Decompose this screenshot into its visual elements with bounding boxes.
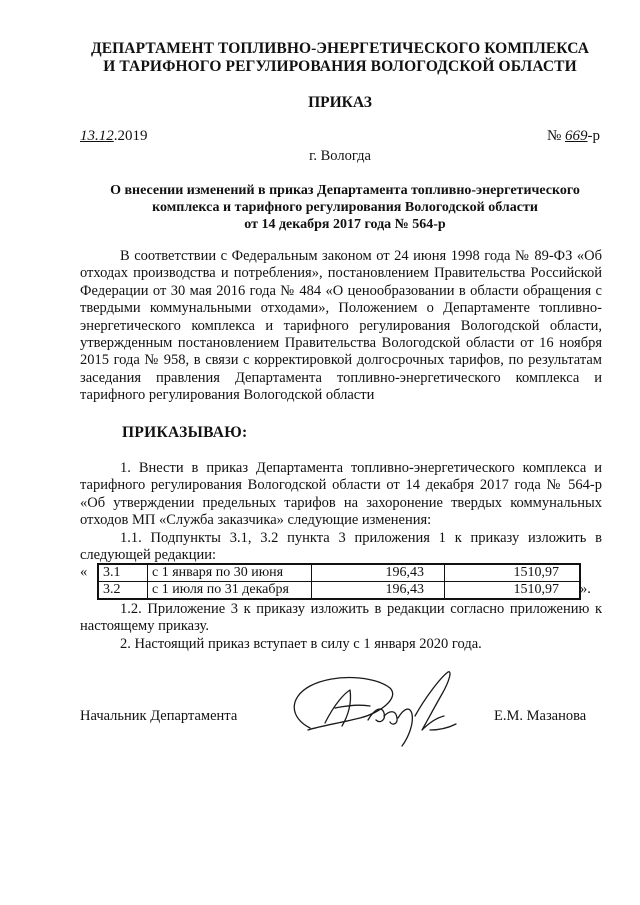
paragraph-1: 1. Внести в приказ Департамента топливно-энергетического комплекса и тарифного регулирования Вологодской области от 14 декабря 2017 года № 564-р «Об утверждении предельных тарифов на захоронение твердых коммунальных отходов МП «Служба заказчика» следующие изменения: bbox=[80, 460, 602, 529]
order-number-suffix: -р bbox=[587, 128, 600, 144]
table-cell-value-1: 196,43 bbox=[312, 582, 445, 600]
department-header bbox=[80, 40, 600, 76]
city: г. Вологда bbox=[309, 148, 371, 164]
signatory-name: Е.М. Мазанова bbox=[494, 708, 587, 724]
subject-line-1: О внесении изменений в приказ Департамента топливно-энергетического bbox=[110, 183, 580, 198]
table-row bbox=[98, 564, 580, 582]
table-close-quote: ». bbox=[580, 581, 591, 597]
table-cell-period: с 1 июля по 31 декабря bbox=[148, 582, 312, 600]
tariff-table bbox=[97, 563, 581, 600]
table-open-quote: « bbox=[80, 564, 88, 580]
subject-line-2: комплекса и тарифного регулирования Вологодской области bbox=[152, 200, 538, 215]
table-cell-value-1: 196,43 bbox=[312, 564, 445, 582]
subject-line-3: от 14 декабря 2017 года № 564-р bbox=[244, 217, 446, 232]
paragraph-1-1: 1.1. Подпункты 3.1, 3.2 пункта 3 приложения 1 к приказу изложить в следующей редакции: bbox=[80, 530, 602, 564]
table-cell-value-2: 1510,97 bbox=[445, 564, 581, 582]
table-cell-period: с 1 января по 30 июня bbox=[148, 564, 312, 582]
preamble-paragraph: В соответствии с Федеральным законом от 24 июня 1998 года № 89-ФЗ «Об отходах производства и потребления», постановлением Правительства Российской Федерации от 30 мая 2016 года № 484 «О ценообразовании в области обращения с твердыми коммунальными отходами», Положением о Департаменте топливно-энергетического комплекса и тарифного регулирования Вологодской области, утвержденным постановлением Правительства Вологодской области от 16 ноября 2015 года № 958, в связи с корректировкой долгосрочных тарифов, по результатам заседания правления Департамента топливно-энергетического комплекса и тарифного регулирования Вологодской области bbox=[80, 248, 602, 404]
order-number bbox=[547, 128, 600, 145]
order-date-handwritten: 13.12 bbox=[80, 128, 114, 144]
date-number-line bbox=[80, 128, 600, 146]
table-cell-num: 3.1 bbox=[98, 564, 148, 582]
order-subject bbox=[95, 182, 595, 233]
order-date-year: .2019 bbox=[113, 128, 148, 144]
header-line-2: И ТАРИФНОГО РЕГУЛИРОВАНИЯ ВОЛОГОДСКОЙ ОБЛАСТИ bbox=[103, 58, 577, 75]
order-date bbox=[80, 128, 148, 145]
table-cell-num: 3.2 bbox=[98, 582, 148, 600]
order-title: ПРИКАЗ bbox=[308, 94, 372, 111]
signatory-role: Начальник Департамента bbox=[80, 708, 238, 724]
order-number-prefix: № bbox=[546, 128, 565, 144]
paragraph-2: 2. Настоящий приказ вступает в силу с 1 января 2020 года. bbox=[120, 636, 482, 652]
handwritten-signature bbox=[280, 668, 480, 748]
paragraph-1-2: 1.2. Приложение 3 к приказу изложить в редакции согласно приложению к настоящему приказу. bbox=[80, 601, 602, 635]
order-number-handwritten: 669 bbox=[565, 128, 588, 144]
header-line-1: ДЕПАРТАМЕНТ ТОПЛИВНО-ЭНЕРГЕТИЧЕСКОГО КОМПЛЕКСА bbox=[90, 40, 590, 57]
table-cell-value-2: 1510,97 bbox=[445, 582, 581, 600]
decree-word: ПРИКАЗЫВАЮ: bbox=[122, 424, 248, 441]
table-row bbox=[98, 582, 580, 600]
tariff-table-block bbox=[80, 563, 600, 599]
